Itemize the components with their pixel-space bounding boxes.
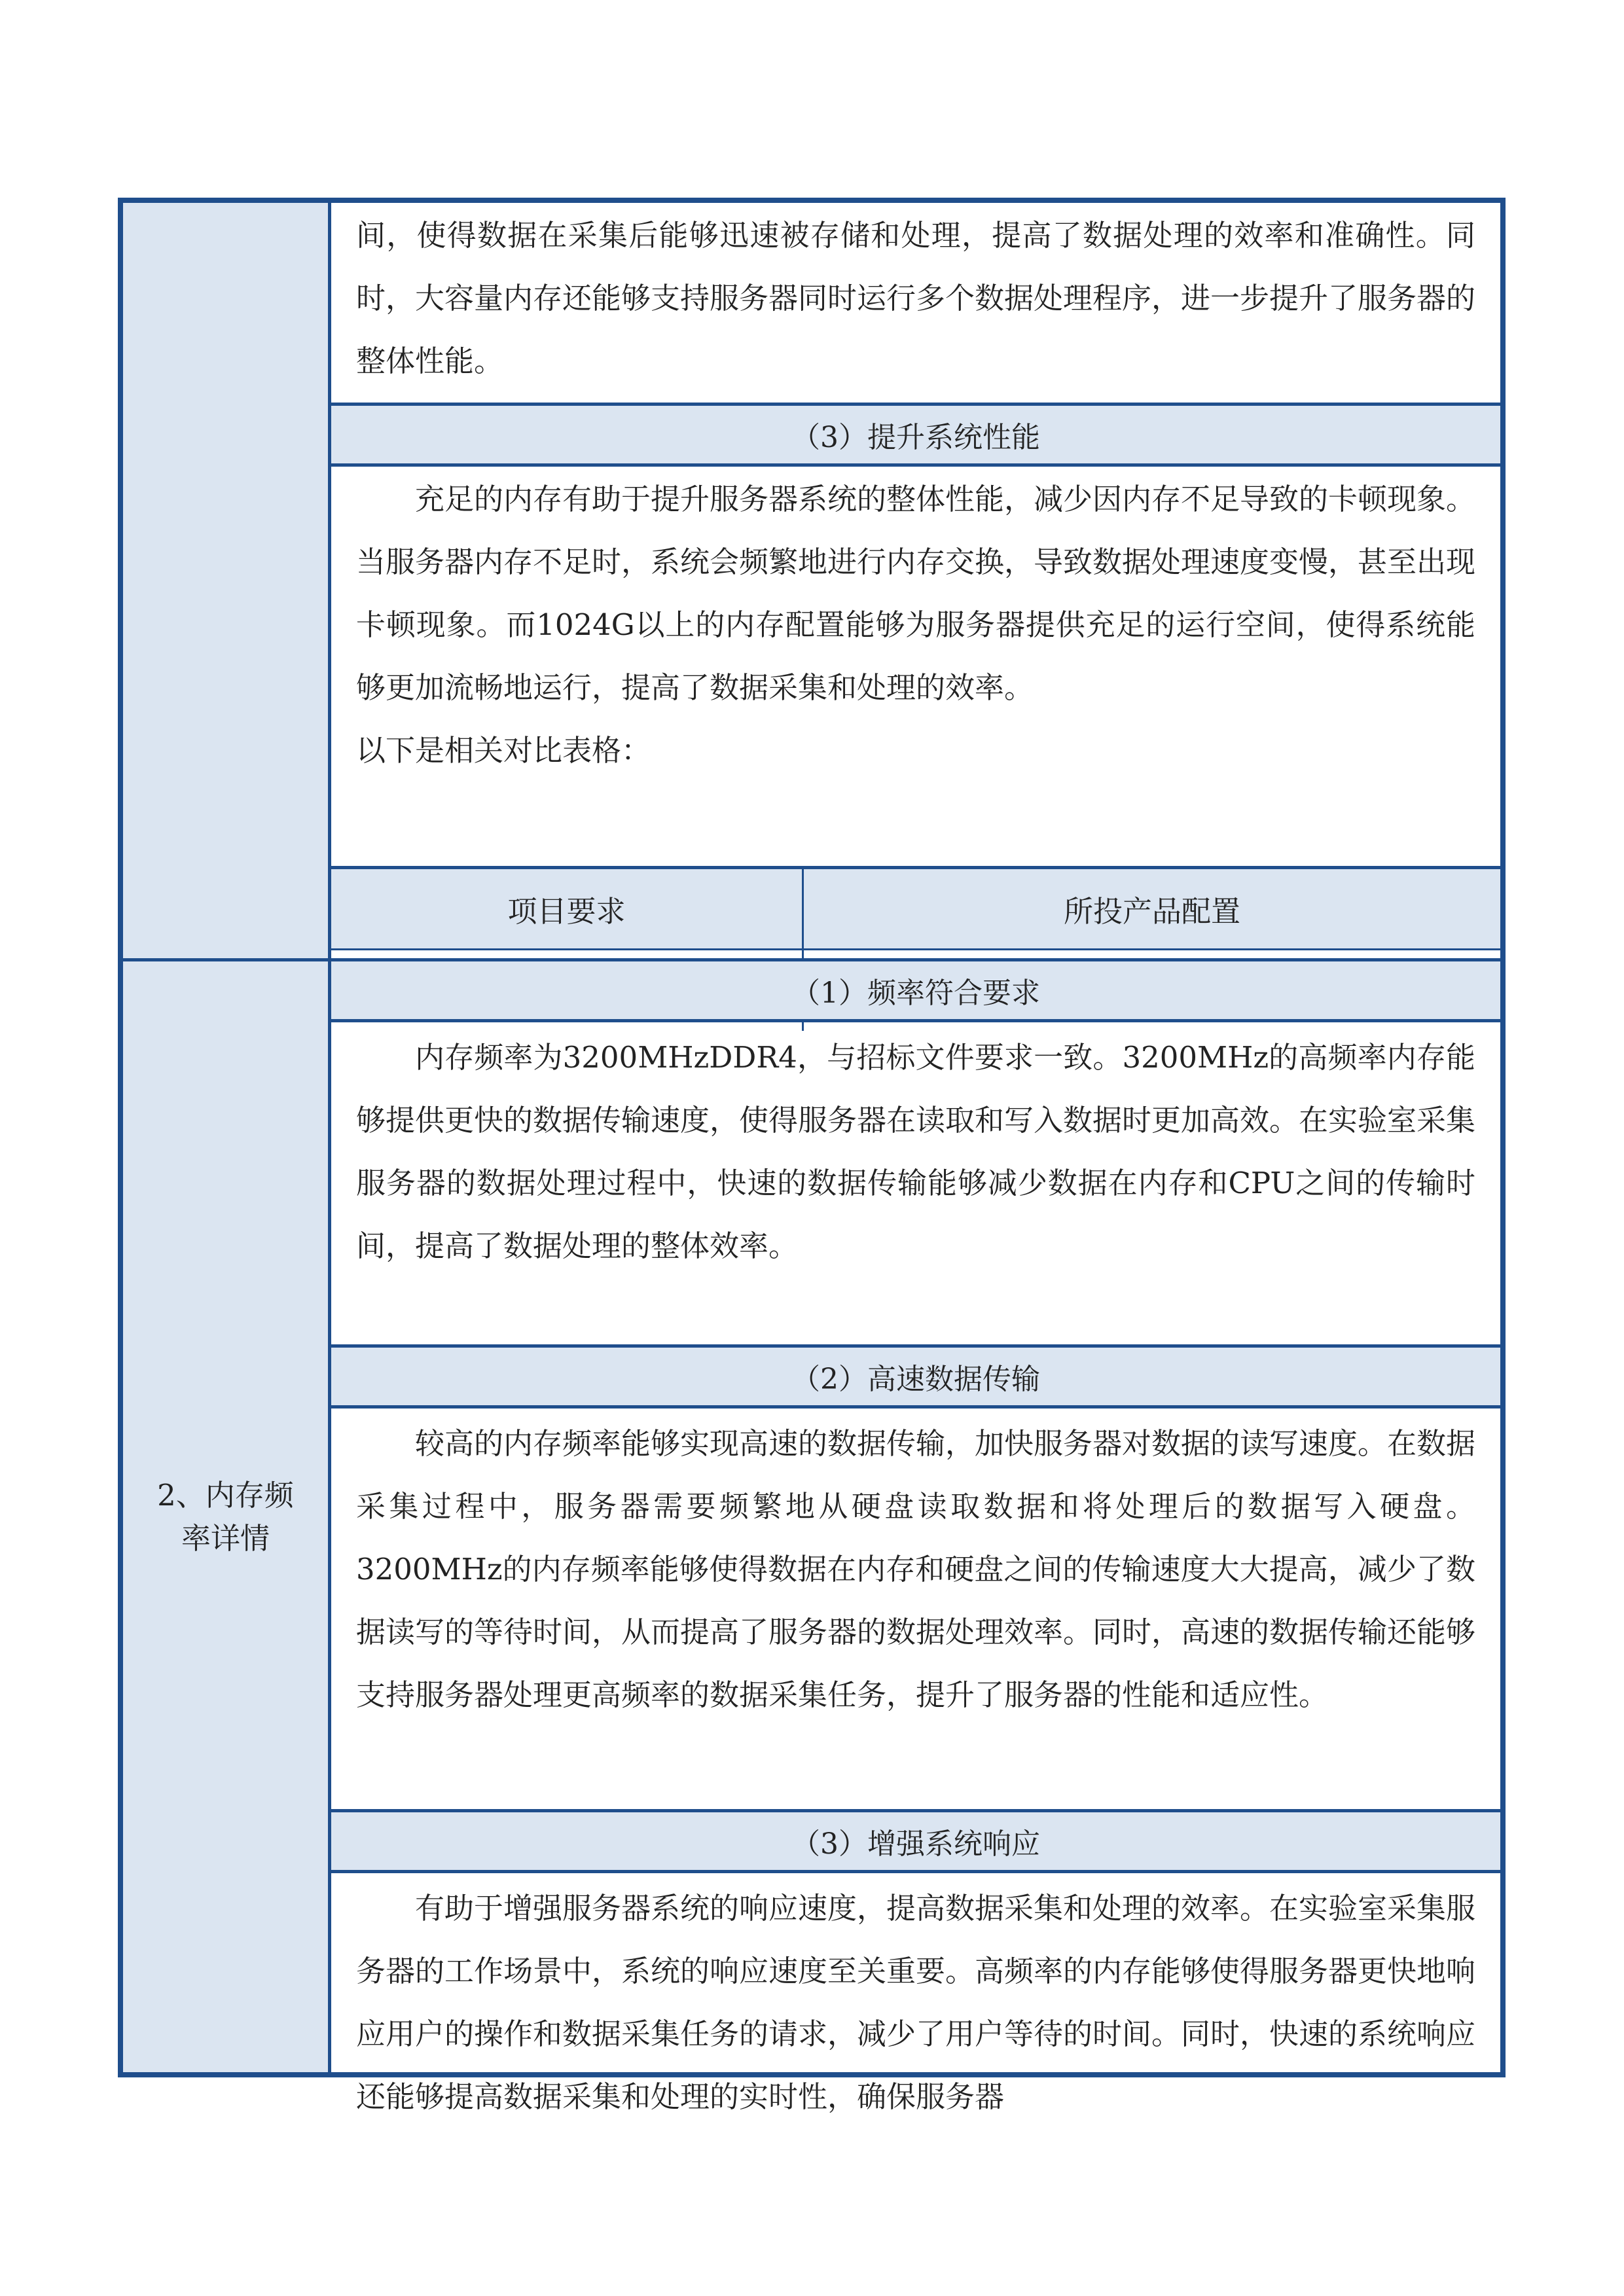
section1-continued-paragraph bbox=[331, 203, 1500, 403]
section2-subhead-2: （2）高速数据传输 bbox=[331, 1344, 1500, 1408]
section2-paragraph-1-text: 内存频率为3200MHzDDR4，与招标文件要求一致。3200MHz的高频率内存能够提供更快的数据传输速度，使得服务器在读取和写入数据时更加高效。在实验室采集服务器的数据处理过程中，快速的数据传输能够减少数据在内存和CPU之间的传输时间，提高了数据处理的整体效率。 bbox=[356, 1040, 1476, 1263]
section2-subhead-1: （1）频率符合要求 bbox=[331, 958, 1500, 1022]
section2-subhead-3: （3）增强系统响应 bbox=[331, 1809, 1500, 1873]
section1-paragraph-3-text: 充足的内存有助于提升服务器系统的整体性能，减少因内存不足导致的卡顿现象。当服务器内存不足时，系统会频繁地进行内存交换，导致数据处理速度变慢，甚至出现卡顿现象。而1024G以上的内存配置能够为服务器提供充足的运行空间，使得系统能够更加流畅地运行，提高了数据采集和处理的效率。 bbox=[356, 482, 1476, 705]
section2-label: 2、内存频率详情 bbox=[157, 1477, 294, 1556]
compare-header-requirement: 项目要求 bbox=[331, 869, 804, 948]
compare-header-config: 所投产品配置 bbox=[1063, 894, 1240, 929]
section2-paragraph-2 bbox=[331, 1408, 1500, 1809]
section2-paragraph-3-text: 有助于增强服务器系统的响应速度，提高数据采集和处理的效率。在实验室采集服务器的工作场景中，系统的响应速度至关重要。高频率的内存能够使得服务器更快地响应用户的操作和数据采集任务的请求，减少了用户等待的时间。同时，快速的系统响应还能够提高数据采集和处理的实时性，确保服务器 bbox=[356, 1891, 1476, 2114]
section1-continued-text: 间，使得数据在采集后能够迅速被存储和处理，提高了数据处理的效率和准确性。同时，大容量内存还能够支持服务器同时运行多个数据处理程序，进一步提升了服务器的整体性能。 bbox=[356, 218, 1476, 378]
section1-label-cell bbox=[123, 203, 331, 958]
section1-subhead-3: （3）提升系统性能 bbox=[331, 403, 1500, 467]
compare-header-row bbox=[331, 866, 1500, 948]
section1-paragraph-3-tail: 以下是相关对比表格： bbox=[356, 733, 651, 768]
section2-label-cell bbox=[123, 958, 331, 2072]
spec-table bbox=[118, 198, 1506, 2114]
section1-paragraph-3 bbox=[331, 467, 1500, 866]
section2-paragraph-2-text: 较高的内存频率能够实现高速的数据传输，加快服务器对数据的读写速度。在数据采集过程中，服务器需要频繁地从硬盘读取数据和将处理后的数据写入硬盘。3200MHz的内存频率能够使得数据在内存和硬盘之间的传输速度大大提高，减少了数据读写的等待时间，从而提高了服务器的数据处理效率。同时，高速的数据传输还能够支持服务器处理更高频率的数据采集任务，提升了服务器的性能和适应性。 bbox=[356, 1426, 1476, 1712]
section2-paragraph-3 bbox=[331, 1873, 1500, 2114]
section2-paragraph-1 bbox=[331, 1022, 1500, 1344]
